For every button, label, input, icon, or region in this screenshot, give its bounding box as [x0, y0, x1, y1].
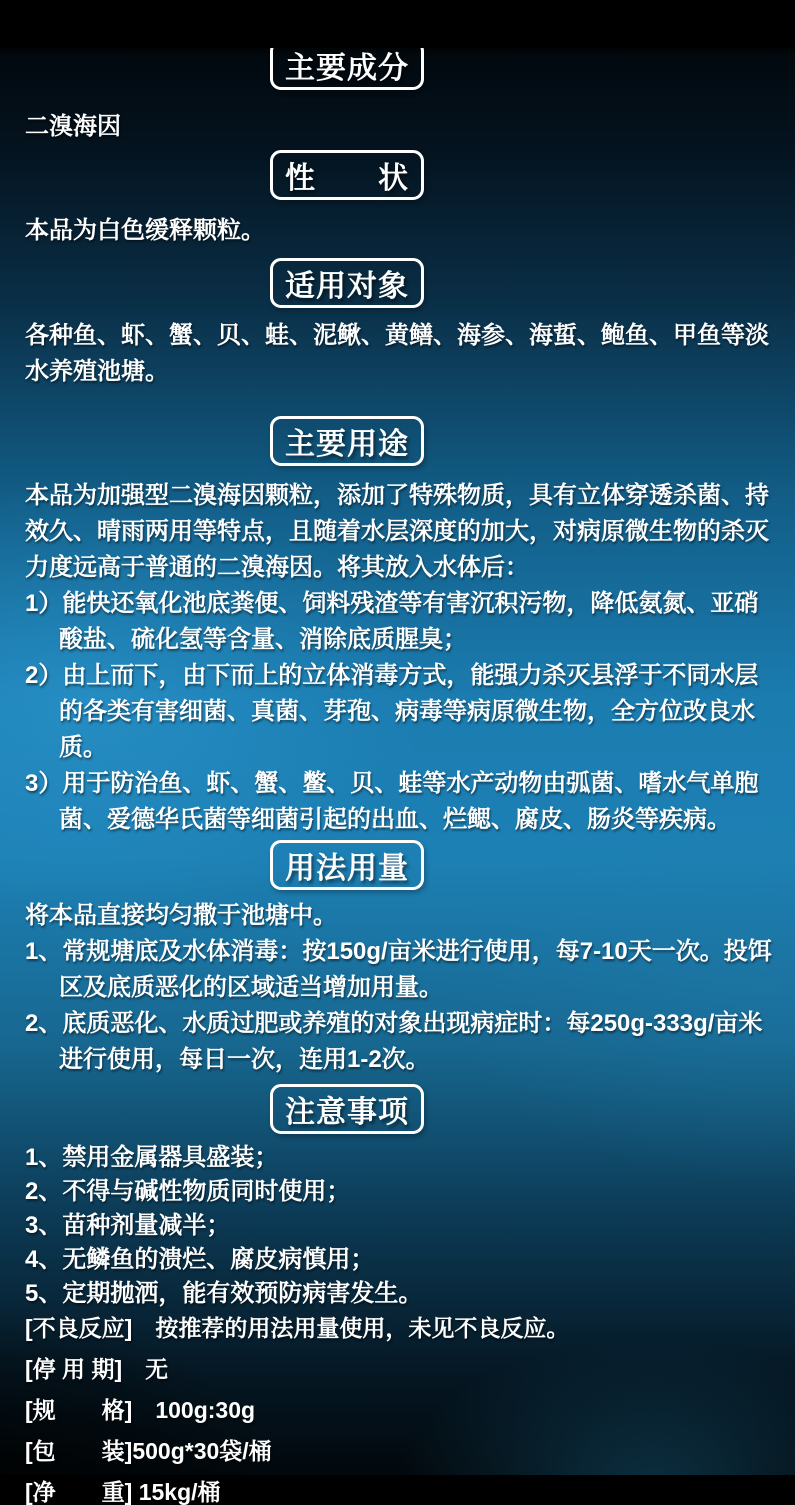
precaution-item: 5、定期抛洒，能有效预防病害发生。	[25, 1280, 423, 1307]
section-title-uses: 主要用途	[285, 428, 409, 461]
properties-text: 本品为白色缓释颗粒。	[25, 217, 265, 244]
spec-row: [规 格] 100g:30g	[25, 1397, 256, 1423]
section-header-row-dosage	[0, 840, 694, 890]
section-header-row-uses	[0, 416, 694, 466]
section-header-precautions-box	[270, 1084, 424, 1134]
top-black-bar	[0, 40, 795, 48]
precaution-item: 1、禁用金属器具盛装；	[25, 1144, 279, 1171]
spec-row: [包 装]500g*30袋/桶	[25, 1438, 272, 1464]
section-header-row-targets	[0, 258, 694, 308]
section-title-properties: 性 状	[285, 162, 409, 195]
dosage-intro: 将本品直接均匀撒于池塘中。	[25, 902, 337, 929]
section-title-ingredients: 主要成分	[285, 52, 409, 85]
uses-intro: 本品为加强型二溴海因颗粒，添加了特殊物质，具有立体穿透杀菌、持效久、晴雨两用等特点，且随着水层深度的加大，对病原微生物的杀灭力度远高于普通的二溴海因。将其放入水体后：	[25, 482, 769, 581]
spec-row: [停 用 期] 无	[25, 1356, 169, 1382]
section-header-row-properties	[0, 150, 694, 200]
spec-row: [不良反应] 按推荐的用法用量使用，未见不良反应。	[25, 1315, 570, 1341]
section-header-uses-box	[270, 416, 424, 466]
precaution-item: 4、无鳞鱼的溃烂、腐皮病慎用；	[25, 1246, 375, 1273]
uses-item: 3）用于防治鱼、虾、蟹、鳖、贝、蛙等水产动物由弧菌、嗜水气单胞菌、爱德华氏菌等细菌引起的出血、烂鳃、腐皮、肠炎等疾病。	[25, 770, 759, 833]
dosage-item: 1、常规塘底及水体消毒：按150g/亩米进行使用，每7-10天一次。投饵区及底质恶化的区域适当增加用量。	[25, 938, 772, 1001]
ingredients-text: 二溴海因	[25, 113, 121, 140]
uses-item: 2）由上而下，由下而上的立体消毒方式，能强力杀灭县浮于不同水层的各类有害细菌、真菌、芽孢、病毒等病原微生物，全方位改良水质。	[25, 662, 759, 761]
section-title-targets: 适用对象	[285, 270, 409, 303]
precaution-item: 3、苗种剂量减半；	[25, 1212, 231, 1239]
section-header-properties-box	[270, 150, 424, 200]
uses-item: 1）能快还氧化池底粪便、饲料残渣等有害沉积污物，降低氨氮、亚硝酸盐、硫化氢等含量、消除底质腥臭；	[25, 590, 759, 653]
product-description-page	[0, 40, 795, 1505]
targets-text: 各种鱼、虾、蟹、贝、蛙、泥鳅、黄鳝、海参、海蜇、鲍鱼、甲鱼等淡水养殖池塘。	[25, 322, 769, 385]
spec-row: [净 重] 15kg/桶	[25, 1479, 221, 1505]
section-title-dosage: 用法用量	[285, 852, 409, 885]
section-title-precautions: 注意事项	[285, 1096, 409, 1129]
section-header-targets-box	[270, 258, 424, 308]
section-header-dosage-box	[270, 840, 424, 890]
section-header-row-precautions	[0, 1084, 694, 1134]
dosage-item: 2、底质恶化、水质过肥或养殖的对象出现病症时：每250g-333g/亩米进行使用，每日一次，连用1-2次。	[25, 1010, 763, 1073]
precaution-item: 2、不得与碱性物质同时使用；	[25, 1178, 351, 1205]
